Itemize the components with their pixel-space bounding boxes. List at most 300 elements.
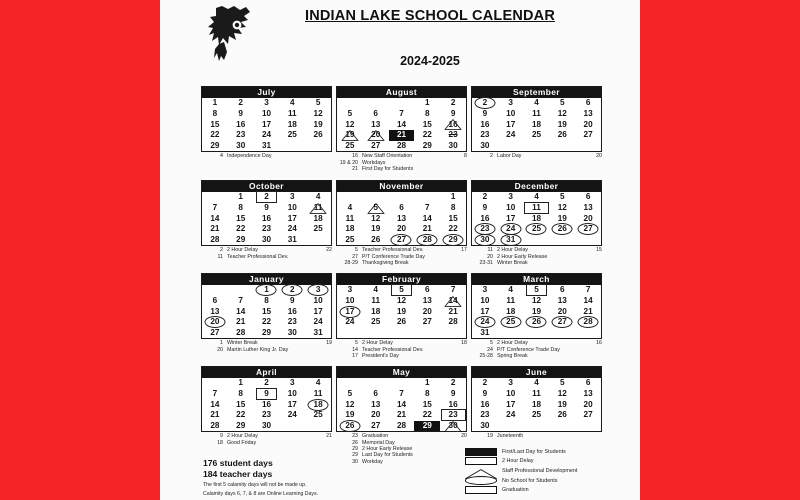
day-number: 14 [422,213,432,223]
day-cell[interactable] [279,410,305,421]
day-cell[interactable] [472,141,498,152]
day-cell[interactable] [305,317,331,328]
day-cell[interactable] [202,421,228,432]
day-cell[interactable] [524,213,550,224]
day-cell[interactable] [440,109,466,120]
day-cell[interactable] [254,235,280,246]
day-cell[interactable] [472,224,498,235]
day-cell[interactable] [228,421,254,432]
month-note [336,353,467,359]
day-cell[interactable] [575,119,601,130]
day-cell[interactable] [202,141,228,152]
note-text: Winter Break [497,259,528,266]
day-cell[interactable] [305,213,331,224]
day-cell[interactable] [279,192,305,203]
day-number: 21 [210,224,220,234]
day-cell[interactable] [279,378,305,389]
day-cell[interactable] [440,285,466,296]
day-cell[interactable] [472,119,498,130]
day-cell[interactable] [498,213,524,224]
day-cell[interactable] [279,399,305,410]
day-cell[interactable] [472,203,498,214]
day-cell[interactable] [228,306,254,317]
day-cell[interactable] [389,130,415,141]
day-cell[interactable] [440,235,466,246]
day-cell[interactable] [549,399,575,410]
day-cell[interactable] [337,235,363,246]
day-cell[interactable] [228,192,254,203]
day-cell[interactable] [363,317,389,328]
day-cell[interactable] [389,421,415,432]
day-cell[interactable] [254,285,280,296]
day-cell[interactable] [363,130,389,141]
day-cell[interactable] [575,410,601,421]
day-cell[interactable] [389,296,415,307]
day-cell[interactable] [254,306,280,317]
day-cell[interactable] [472,285,498,296]
day-cell[interactable] [440,306,466,317]
day-cell[interactable] [440,213,466,224]
day-cell[interactable] [363,399,389,410]
day-number: 18 [313,399,323,409]
day-cell[interactable] [440,296,466,307]
day-number: 4 [315,378,321,388]
day-cell[interactable] [414,203,440,214]
day-cell[interactable] [254,317,280,328]
day-cell[interactable] [202,296,228,307]
day-cell[interactable] [575,192,601,203]
day-cell[interactable] [279,119,305,130]
day-cell[interactable] [549,389,575,400]
day-cell[interactable] [549,98,575,109]
day-cell[interactable] [414,410,440,421]
day-cell[interactable] [279,317,305,328]
day-cell[interactable] [575,109,601,120]
day-cell[interactable] [414,296,440,307]
day-cell[interactable] [472,109,498,120]
day-cell[interactable] [414,224,440,235]
day-cell[interactable] [363,285,389,296]
day-cell[interactable] [498,119,524,130]
day-cell[interactable] [337,224,363,235]
day-cell[interactable] [228,203,254,214]
day-cell[interactable] [337,285,363,296]
day-cell[interactable] [575,317,601,328]
day-cell[interactable] [575,378,601,389]
day-cell[interactable] [254,389,280,400]
day-cell[interactable] [472,328,498,339]
day-cell[interactable] [279,328,305,339]
day-cell[interactable] [202,109,228,120]
day-cell[interactable] [414,399,440,410]
day-cell[interactable] [498,109,524,120]
day-cell[interactable] [389,203,415,214]
day-cell[interactable] [549,296,575,307]
day-cell[interactable] [202,389,228,400]
day-cell[interactable] [549,203,575,214]
day-cell[interactable] [389,224,415,235]
day-cell[interactable] [228,119,254,130]
day-cell[interactable] [228,130,254,141]
day-cell[interactable] [524,203,550,214]
note-day-count [599,353,602,359]
day-cell[interactable] [254,378,280,389]
day-cell[interactable] [279,306,305,317]
day-cell[interactable] [472,378,498,389]
day-number: 3 [264,98,269,108]
day-cell[interactable] [337,130,363,141]
day-cell[interactable] [363,109,389,120]
day-cell[interactable] [337,306,363,317]
day-cell[interactable] [524,317,550,328]
day-cell[interactable] [440,203,466,214]
day-cell[interactable] [472,421,498,432]
day-cell[interactable] [524,119,550,130]
day-cell[interactable] [575,285,601,296]
day-cell[interactable] [549,119,575,130]
day-cell[interactable] [498,399,524,410]
day-cell[interactable] [575,224,601,235]
day-cell[interactable] [414,98,440,109]
day-cell[interactable] [414,317,440,328]
day-cell[interactable] [575,389,601,400]
day-cell[interactable] [524,98,550,109]
day-cell[interactable] [575,213,601,224]
day-cell[interactable] [337,296,363,307]
day-cell[interactable] [549,224,575,235]
day-cell[interactable] [337,421,363,432]
day-cell[interactable] [498,235,524,246]
day-cell[interactable] [524,130,550,141]
day-cell[interactable] [228,410,254,421]
day-cell[interactable] [524,399,550,410]
day-cell[interactable] [524,410,550,421]
day-number: 7 [585,285,591,295]
day-cell[interactable] [440,224,466,235]
day-cell[interactable] [549,192,575,203]
day-cell[interactable] [440,389,466,400]
day-cell[interactable] [254,224,280,235]
day-cell[interactable] [498,378,524,389]
empty-cell [575,328,601,339]
day-cell[interactable] [389,285,415,296]
day-cell[interactable] [305,109,331,120]
day-number: 25 [287,130,297,140]
day-cell[interactable] [549,213,575,224]
day-cell[interactable] [363,213,389,224]
day-cell[interactable] [228,389,254,400]
day-cell[interactable] [549,317,575,328]
day-cell[interactable] [414,421,440,432]
day-cell[interactable] [414,306,440,317]
day-cell[interactable] [305,203,331,214]
day-cell[interactable] [389,389,415,400]
day-cell[interactable] [389,410,415,421]
day-number: 25 [531,224,542,234]
day-cell[interactable] [414,119,440,130]
day-cell[interactable] [305,98,331,109]
day-cell[interactable] [337,389,363,400]
day-cell[interactable] [228,141,254,152]
day-cell[interactable] [228,235,254,246]
day-number: 27 [371,140,381,150]
day-cell[interactable] [279,389,305,400]
day-cell[interactable] [472,317,498,328]
day-number: 26 [557,130,567,140]
day-cell[interactable] [549,285,575,296]
day-cell[interactable] [363,389,389,400]
day-cell[interactable] [305,410,331,421]
day-cell[interactable] [337,399,363,410]
day-cell[interactable] [524,378,550,389]
day-cell[interactable] [202,213,228,224]
day-cell[interactable] [472,213,498,224]
day-cell[interactable] [228,109,254,120]
day-cell[interactable] [254,98,280,109]
day-cell[interactable] [389,109,415,120]
day-cell[interactable] [549,378,575,389]
day-cell[interactable] [414,389,440,400]
day-cell[interactable] [363,224,389,235]
day-cell[interactable] [498,389,524,400]
day-cell[interactable] [279,213,305,224]
day-cell[interactable] [472,98,498,109]
day-cell[interactable] [305,130,331,141]
day-cell[interactable] [524,389,550,400]
day-cell[interactable] [498,98,524,109]
week-row [472,109,601,120]
day-cell[interactable] [524,296,550,307]
day-cell[interactable] [575,306,601,317]
day-cell[interactable] [254,203,280,214]
day-cell[interactable] [254,296,280,307]
day-cell[interactable] [472,130,498,141]
day-cell[interactable] [228,213,254,224]
day-cell[interactable] [524,285,550,296]
day-number: 25 [506,317,516,327]
day-cell[interactable] [254,213,280,224]
day-cell[interactable] [498,130,524,141]
month-december [471,180,602,266]
day-cell[interactable] [279,235,305,246]
day-cell[interactable] [440,192,466,203]
day-cell[interactable] [472,296,498,307]
day-cell[interactable] [498,410,524,421]
day-cell[interactable] [414,235,440,246]
day-cell[interactable] [279,224,305,235]
note-day: 23 [352,433,358,440]
day-cell[interactable] [254,399,280,410]
day-cell[interactable] [254,130,280,141]
day-cell[interactable] [202,410,228,421]
day-cell[interactable] [254,141,280,152]
day-cell[interactable] [389,235,415,246]
day-cell[interactable] [228,399,254,410]
day-cell[interactable] [498,285,524,296]
day-cell[interactable] [228,378,254,389]
day-cell[interactable] [279,285,305,296]
day-cell[interactable] [305,119,331,130]
day-cell[interactable] [202,224,228,235]
note-day-count [599,433,602,439]
day-cell[interactable] [337,119,363,130]
day-cell[interactable] [254,192,280,203]
day-cell[interactable] [363,306,389,317]
day-number: 13 [583,203,593,213]
day-cell[interactable] [305,328,331,339]
day-cell[interactable] [202,119,228,130]
day-number: 4 [534,378,539,388]
day-cell[interactable] [202,317,228,328]
day-cell[interactable] [254,328,280,339]
day-cell[interactable] [228,328,254,339]
day-cell[interactable] [202,328,228,339]
day-cell[interactable] [279,98,305,109]
day-number: 16 [261,213,272,223]
day-cell[interactable] [440,378,466,389]
day-cell[interactable] [228,98,254,109]
day-cell[interactable] [414,285,440,296]
day-number: 19 [557,119,567,129]
day-cell[interactable] [202,98,228,109]
day-cell[interactable] [254,109,280,120]
day-cell[interactable] [363,296,389,307]
week-row [472,378,601,389]
day-cell[interactable] [549,306,575,317]
note-day: 11 [217,253,223,260]
day-cell[interactable] [575,203,601,214]
day-cell[interactable] [414,130,440,141]
day-cell[interactable] [575,296,601,307]
day-cell[interactable] [524,306,550,317]
day-cell[interactable] [498,224,524,235]
note-day-count: 21 [326,433,332,440]
day-cell[interactable] [440,421,466,432]
day-number: 9 [482,109,488,119]
day-cell[interactable] [202,203,228,214]
day-cell[interactable] [305,224,331,235]
day-cell[interactable] [472,389,498,400]
day-cell[interactable] [363,119,389,130]
day-cell[interactable] [440,119,466,130]
day-cell[interactable] [575,399,601,410]
day-cell[interactable] [363,203,389,214]
day-cell[interactable] [337,203,363,214]
day-cell[interactable] [549,130,575,141]
day-cell[interactable] [389,306,415,317]
day-cell[interactable] [389,317,415,328]
month-may [336,366,467,465]
day-cell[interactable] [305,192,331,203]
day-cell[interactable] [363,410,389,421]
day-cell[interactable] [305,389,331,400]
day-cell[interactable] [228,317,254,328]
day-cell[interactable] [337,410,363,421]
day-cell[interactable] [363,235,389,246]
day-cell[interactable] [414,213,440,224]
day-cell[interactable] [305,306,331,317]
day-cell[interactable] [524,109,550,120]
day-cell[interactable] [389,141,415,152]
day-cell[interactable] [472,306,498,317]
day-cell[interactable] [389,213,415,224]
day-cell[interactable] [279,203,305,214]
day-cell[interactable] [279,109,305,120]
day-cell[interactable] [575,130,601,141]
day-cell[interactable] [389,119,415,130]
week-row [472,130,601,141]
day-cell[interactable] [279,296,305,307]
day-cell[interactable] [440,410,466,421]
day-cell[interactable] [524,224,550,235]
day-cell[interactable] [575,98,601,109]
day-number: 25 [313,410,323,420]
day-number: 7 [238,296,243,306]
day-cell[interactable] [549,410,575,421]
day-cell[interactable] [363,141,389,152]
day-cell[interactable] [389,399,415,410]
day-cell[interactable] [305,296,331,307]
day-cell[interactable] [337,317,363,328]
day-cell[interactable] [440,141,466,152]
day-number: 8 [425,109,430,119]
day-cell[interactable] [414,141,440,152]
day-cell[interactable] [472,410,498,421]
month-days-table [472,285,601,338]
day-cell[interactable] [337,141,363,152]
day-number: 16 [448,119,458,129]
day-cell[interactable] [337,213,363,224]
day-cell[interactable] [254,421,280,432]
day-number: 17 [480,306,490,316]
day-cell[interactable] [472,235,498,246]
day-cell[interactable] [440,130,466,141]
day-cell[interactable] [440,317,466,328]
day-number: 31 [313,327,323,337]
day-cell[interactable] [254,119,280,130]
day-cell[interactable] [279,130,305,141]
day-cell[interactable] [202,399,228,410]
day-cell[interactable] [440,98,466,109]
day-number: 14 [448,296,458,306]
day-cell[interactable] [472,192,498,203]
day-number: 13 [422,296,432,306]
day-cell[interactable] [414,378,440,389]
day-cell[interactable] [305,285,331,296]
day-cell[interactable] [524,192,550,203]
day-cell[interactable] [498,296,524,307]
calamity-note-2: Calamity days 6, 7, & 8 are Online Learning Days. [203,490,319,497]
day-cell[interactable] [498,317,524,328]
day-cell[interactable] [202,130,228,141]
day-cell[interactable] [337,109,363,120]
day-cell[interactable] [254,410,280,421]
day-cell[interactable] [305,378,331,389]
day-cell[interactable] [472,399,498,410]
day-cell[interactable] [498,203,524,214]
day-cell[interactable] [228,224,254,235]
day-cell[interactable] [228,296,254,307]
day-cell[interactable] [414,109,440,120]
day-cell[interactable] [305,399,331,410]
day-cell[interactable] [498,306,524,317]
day-cell[interactable] [549,109,575,120]
day-cell[interactable] [498,192,524,203]
day-cell[interactable] [363,421,389,432]
day-cell[interactable] [440,399,466,410]
day-cell[interactable] [202,306,228,317]
day-cell[interactable] [202,235,228,246]
